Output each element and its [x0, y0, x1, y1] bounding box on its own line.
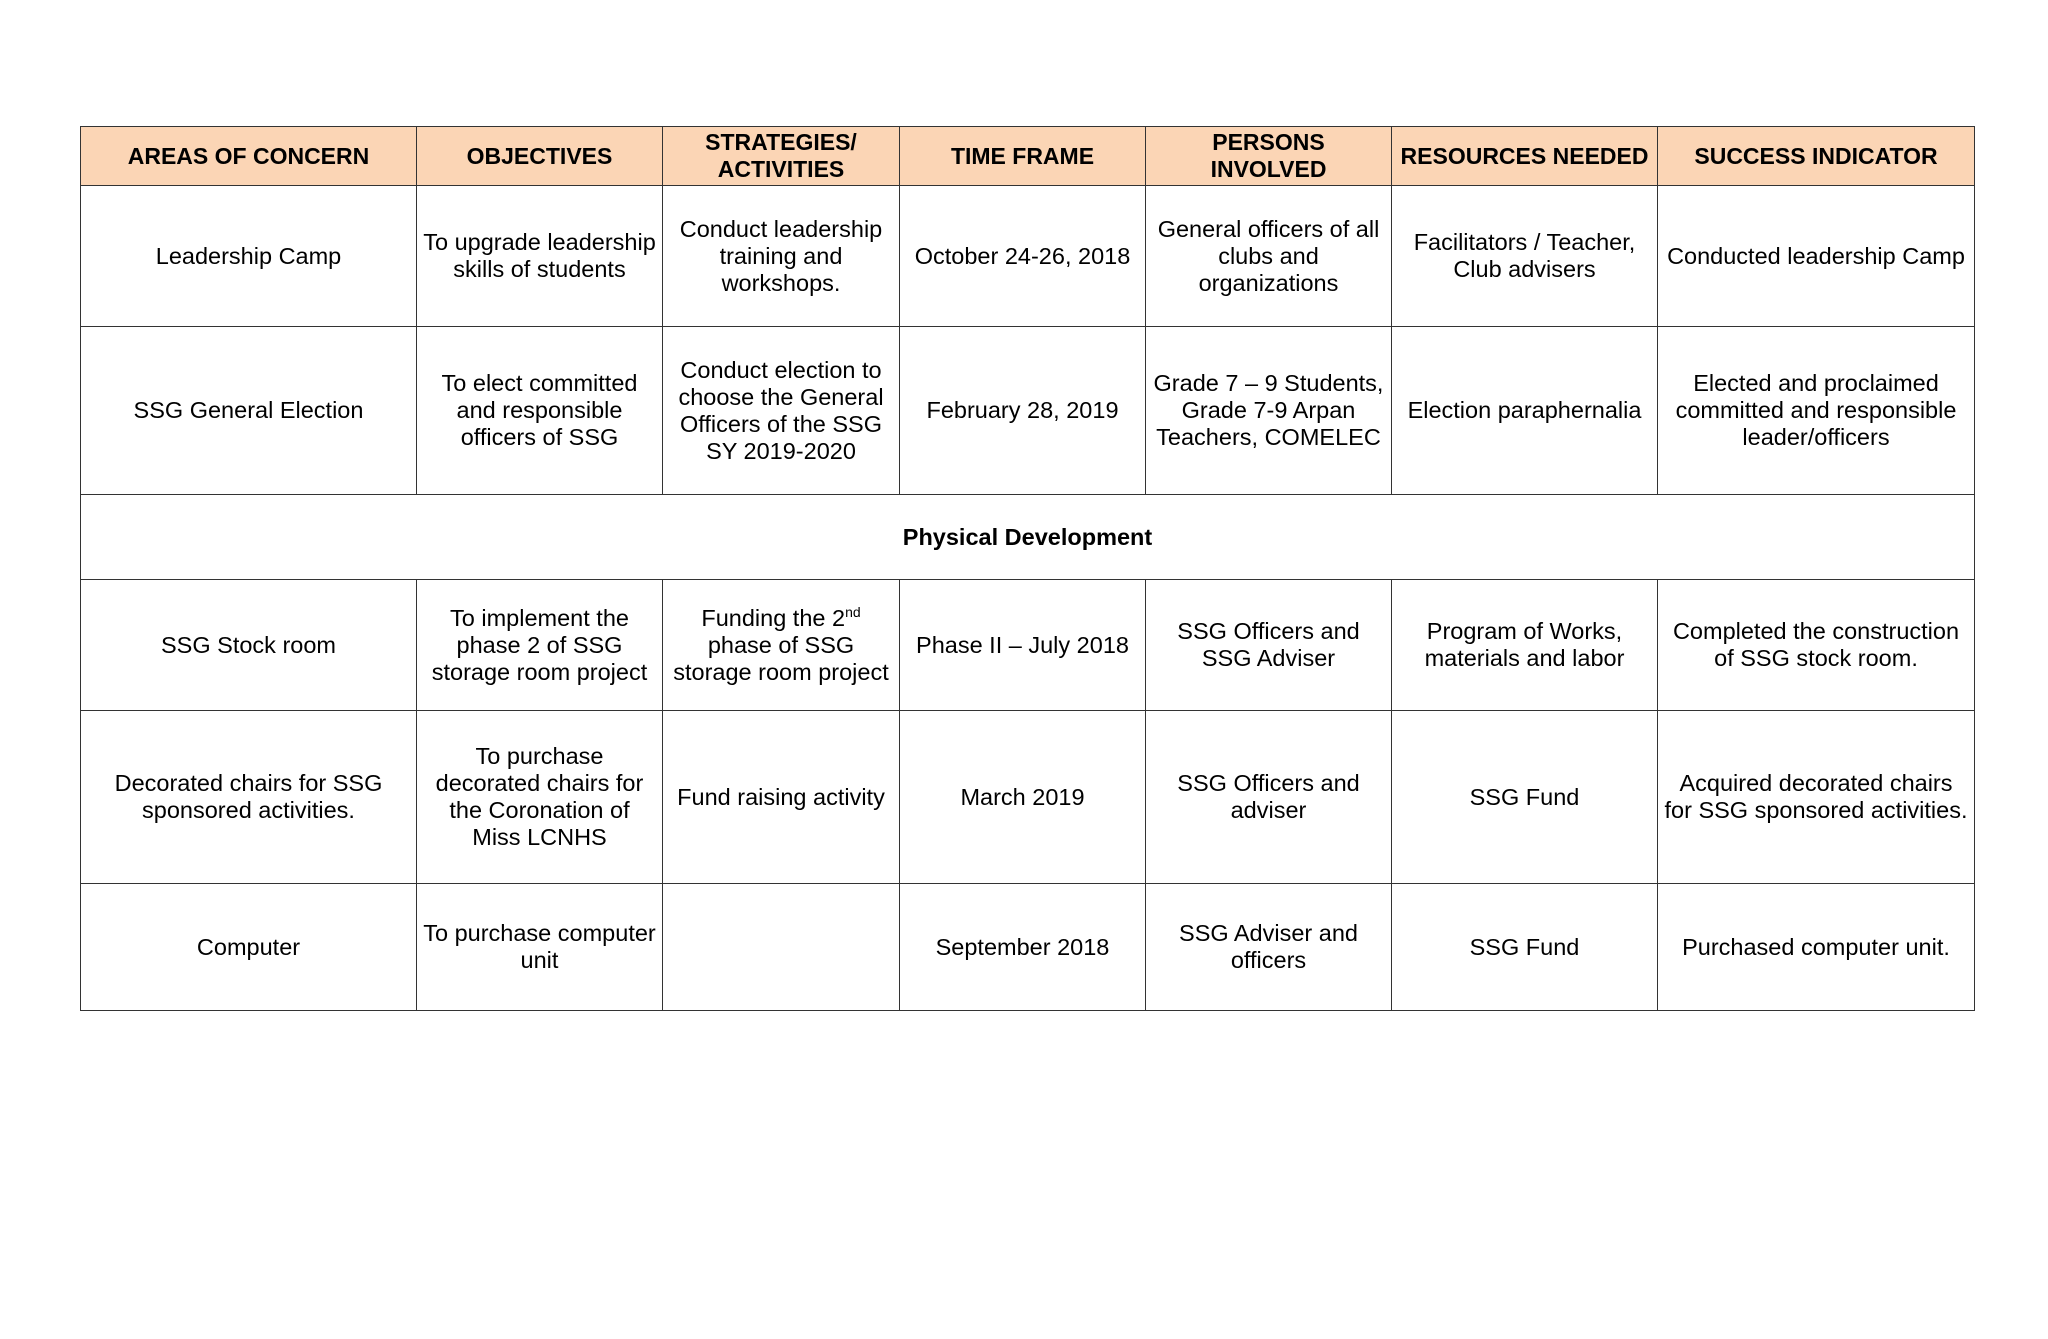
cell-indicator: Completed the construction of SSG stock room. — [1658, 580, 1975, 711]
cell-strategies — [663, 580, 900, 711]
cell-resources: SSG Fund — [1392, 711, 1658, 884]
cell-time-frame: March 2019 — [900, 711, 1146, 884]
cell-persons: Grade 7 – 9 Students, Grade 7-9 Arpan Teachers, COMELEC — [1146, 327, 1392, 495]
strategies-text-end: phase of SSG storage room project — [673, 631, 889, 685]
cell-area: Leadership Camp — [81, 186, 417, 327]
cell-objectives: To upgrade leadership skills of students — [417, 186, 663, 327]
header-areas-of-concern: AREAS OF CONCERN — [81, 127, 417, 186]
cell-persons: General officers of all clubs and organizations — [1146, 186, 1392, 327]
cell-area: Decorated chairs for SSG sponsored activities. — [81, 711, 417, 884]
table-row — [81, 884, 1975, 1011]
cell-objectives: To purchase decorated chairs for the Coronation of Miss LCNHS — [417, 711, 663, 884]
cell-persons: SSG Officers and adviser — [1146, 711, 1392, 884]
header-strategies-activities: STRATEGIES/ ACTIVITIES — [663, 127, 900, 186]
header-resources-needed: RESOURCES NEEDED — [1392, 127, 1658, 186]
cell-resources: Election paraphernalia — [1392, 327, 1658, 495]
cell-time-frame: February 28, 2019 — [900, 327, 1146, 495]
cell-area: SSG Stock room — [81, 580, 417, 711]
cell-strategies: Conduct leadership training and workshops. — [663, 186, 900, 327]
table-row — [81, 186, 1975, 327]
header-success-indicator: SUCCESS INDICATOR — [1658, 127, 1975, 186]
cell-indicator: Conducted leadership Camp — [1658, 186, 1975, 327]
header-objectives: OBJECTIVES — [417, 127, 663, 186]
cell-area: SSG General Election — [81, 327, 417, 495]
cell-resources: SSG Fund — [1392, 884, 1658, 1011]
cell-time-frame: October 24-26, 2018 — [900, 186, 1146, 327]
cell-persons: SSG Adviser and officers — [1146, 884, 1392, 1011]
cell-indicator: Acquired decorated chairs for SSG sponsored activities. — [1658, 711, 1975, 884]
cell-strategies — [663, 884, 900, 1011]
cell-strategies: Conduct election to choose the General Officers of the SSG SY 2019-2020 — [663, 327, 900, 495]
section-row — [81, 495, 1975, 580]
table-row — [81, 327, 1975, 495]
cell-area: Computer — [81, 884, 417, 1011]
cell-time-frame: Phase II – July 2018 — [900, 580, 1146, 711]
cell-persons: SSG Officers and SSG Adviser — [1146, 580, 1392, 711]
cell-indicator: Elected and proclaimed committed and responsible leader/officers — [1658, 327, 1975, 495]
action-plan-table — [80, 126, 1975, 1011]
cell-strategies: Fund raising activity — [663, 711, 900, 884]
ordinal-suffix: nd — [845, 603, 861, 620]
table-row — [81, 580, 1975, 711]
cell-objectives: To implement the phase 2 of SSG storage room project — [417, 580, 663, 711]
strategies-text-start: Funding the 2 — [701, 604, 846, 631]
section-title: Physical Development — [81, 495, 1975, 580]
table-row — [81, 711, 1975, 884]
header-time-frame: TIME FRAME — [900, 127, 1146, 186]
header-persons-involved: PERSONS INVOLVED — [1146, 127, 1392, 186]
cell-resources: Program of Works, materials and labor — [1392, 580, 1658, 711]
cell-indicator: Purchased computer unit. — [1658, 884, 1975, 1011]
cell-resources: Facilitators / Teacher, Club advisers — [1392, 186, 1658, 327]
cell-objectives: To purchase computer unit — [417, 884, 663, 1011]
cell-time-frame: September 2018 — [900, 884, 1146, 1011]
table-header-row — [81, 127, 1975, 186]
cell-objectives: To elect committed and responsible officers of SSG — [417, 327, 663, 495]
